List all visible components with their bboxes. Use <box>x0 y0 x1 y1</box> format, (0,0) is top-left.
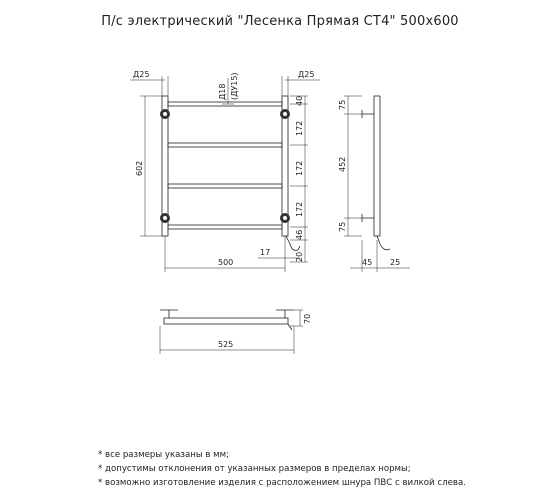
dim-d25-left: Д25 <box>133 70 150 79</box>
side-view <box>338 96 410 272</box>
notes-list <box>98 448 466 490</box>
dim-side-25: 25 <box>390 258 401 267</box>
dim-172-a: 172 <box>295 120 304 136</box>
dim-side-452: 452 <box>338 156 347 172</box>
note-3: * возможно изготовление изделия с расположением шнура ПВС с вилкой слева. <box>98 478 466 488</box>
rung-2 <box>168 143 282 147</box>
drawing-title: П/с электрический "Лесенка Прямая СТ4" 500x600 <box>101 14 459 29</box>
dim-500: 500 <box>218 258 234 267</box>
dim-side-75-bot: 75 <box>338 221 347 232</box>
mount-top-right <box>280 109 290 119</box>
top-view <box>160 310 312 354</box>
top-rail <box>164 318 288 324</box>
dim-side-75-top: 75 <box>338 99 347 110</box>
note-2: * допустимы отклонения от указанных размеров в пределах нормы; <box>98 464 411 474</box>
rung-3 <box>168 184 282 188</box>
side-power-cord <box>377 236 390 250</box>
dim-d18: Д18 <box>218 83 227 100</box>
mount-top-left <box>160 109 170 119</box>
dim-172-b: 172 <box>295 160 304 176</box>
note-1: * все размеры указаны в мм; <box>98 450 230 460</box>
dim-d25-right: Д25 <box>298 70 315 79</box>
dim-top-70: 70 <box>303 313 312 324</box>
front-view <box>130 70 320 272</box>
dim-40: 40 <box>295 95 304 106</box>
rung-4 <box>168 225 282 229</box>
dim-17: 17 <box>260 248 271 257</box>
mount-bottom-left <box>160 213 170 223</box>
dim-side-45: 45 <box>362 258 373 267</box>
dim-46: 46 <box>295 229 304 240</box>
dim-du15: (ДУ15) <box>230 72 239 100</box>
dim-172-c: 172 <box>295 201 304 217</box>
mount-bottom-right <box>280 213 290 223</box>
dim-602: 602 <box>135 160 144 176</box>
side-upright <box>374 96 380 236</box>
dim-top-525: 525 <box>218 340 234 349</box>
dim-20: 20 <box>295 251 304 262</box>
